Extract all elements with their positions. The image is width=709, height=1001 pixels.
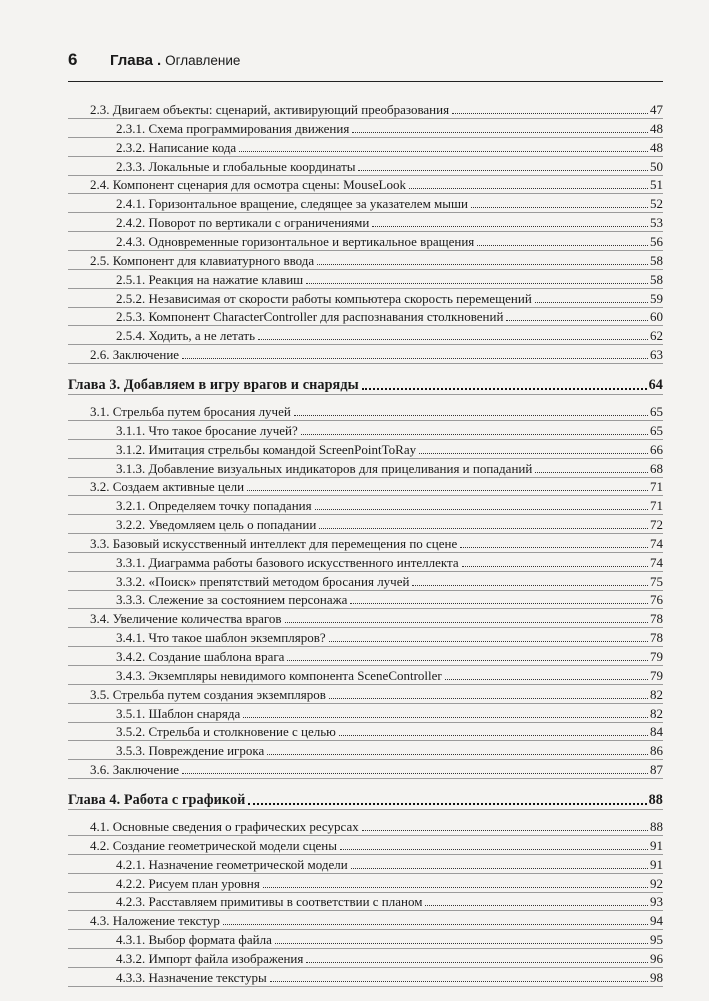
leader-dots: [270, 980, 648, 982]
leader-dots: [412, 584, 648, 586]
toc-entry-title: 3.4. Увеличение количества врагов: [90, 611, 282, 627]
toc-entry-line: [68, 326, 663, 343]
leader-dots: [477, 244, 648, 246]
toc-entry-line: [68, 440, 663, 457]
toc-entry-page: 68: [650, 460, 663, 476]
leader-dots: [362, 829, 648, 831]
toc-entry: [68, 120, 663, 138]
toc-entry-page: 65: [650, 403, 663, 419]
toc-entry-page: 79: [650, 667, 663, 683]
toc-entry-title: 3.2.2. Уведомляем цель о попадании: [116, 517, 317, 532]
toc-entry-title: 4.3.3. Назначение текстуры: [116, 969, 267, 985]
toc-entry-line: [68, 213, 663, 230]
toc-entry: [68, 214, 663, 232]
page-number: 6: [68, 50, 78, 69]
toc-entry: [68, 516, 663, 534]
toc-entry-page: 82: [650, 705, 663, 721]
toc-entry-title: 4.2.1. Назначение геометрической модели: [116, 856, 348, 872]
toc-entry-page: 71: [650, 498, 663, 514]
toc-entry-page: 64: [648, 376, 663, 393]
running-header: [68, 50, 663, 72]
toc-entry-title: 2.5.3. Компонент CharacterController для распознавания столкновений: [116, 309, 504, 325]
toc-entry: [68, 535, 663, 553]
toc-entry: [68, 252, 663, 270]
toc-entry-title: 3.5.1. Шаблон снаряда: [116, 705, 241, 721]
toc-entry-line: [68, 251, 663, 268]
toc-entry: [68, 460, 663, 478]
toc-entry-page: 65: [650, 422, 663, 438]
toc-entry: [68, 176, 663, 194]
toc-entry-page: 63: [650, 347, 663, 362]
toc-entry-page: 96: [650, 950, 663, 966]
toc-entry-page: 48: [650, 139, 663, 155]
toc-entry-title: 4.2. Создание геометрической модели сцены: [90, 837, 337, 853]
leader-dots: [425, 904, 648, 906]
leader-dots: [285, 621, 648, 623]
toc-entry: [68, 705, 663, 723]
toc-entry-title: 4.3.2. Импорт файла изображения: [116, 950, 304, 966]
toc-entry: [68, 403, 663, 421]
toc-entry: [68, 573, 663, 591]
toc-entry-page: 79: [650, 649, 663, 664]
toc-entry-page: 92: [650, 875, 663, 891]
toc-entry-page: 91: [650, 837, 663, 853]
toc-entry-page: 87: [650, 762, 663, 778]
toc-entry-title: 3.4.3. Экземпляры невидимого компонента SceneController: [116, 667, 442, 683]
toc-entry-page: 94: [650, 913, 663, 929]
toc-entry-page: 58: [650, 252, 663, 268]
toc-entry-page: 72: [650, 517, 663, 532]
toc-entry-title: 3.6. Заключение: [90, 762, 180, 778]
leader-dots: [182, 357, 648, 359]
toc-entry-page: 71: [650, 479, 663, 495]
toc-entry-title: 2.3.2. Написание кода: [116, 139, 237, 155]
toc-entry-line: [68, 930, 663, 947]
toc-entry-page: 60: [650, 309, 663, 325]
toc-entry-page: 53: [650, 215, 663, 231]
toc-entry: [68, 271, 663, 289]
toc-entry-line: [68, 402, 663, 419]
toc-entry-line: [68, 874, 663, 891]
leader-dots: [362, 387, 647, 390]
leader-dots: [239, 150, 648, 152]
toc-entry: [68, 686, 663, 704]
leader-dots: [267, 753, 648, 755]
leader-dots: [287, 659, 648, 661]
leader-dots: [506, 319, 648, 321]
leader-dots: [329, 697, 648, 699]
leader-dots: [462, 565, 648, 567]
toc-entry-title: 2.5. Компонент для клавиатурного ввода: [90, 252, 315, 268]
toc-entry: [68, 742, 663, 760]
toc-entry-line: [68, 788, 663, 808]
header-separator: .: [157, 52, 162, 69]
toc-entry: [68, 761, 663, 779]
leader-dots: [294, 414, 648, 416]
leader-dots: [247, 489, 648, 491]
toc-entry-title: 4.2.3. Расставляем примитивы в соответствии с планом: [116, 894, 423, 910]
leader-dots: [263, 886, 648, 888]
toc-entry-page: 58: [650, 271, 663, 287]
toc-entry: [68, 818, 663, 836]
toc-entry-line: [68, 100, 663, 117]
toc-entry-title: 3.3. Базовый искусственный интеллект для перемещения по сцене: [90, 535, 458, 551]
leader-dots: [409, 187, 648, 189]
leader-dots: [275, 942, 648, 944]
toc-entry-page: 62: [650, 328, 663, 344]
leader-dots: [306, 282, 648, 284]
toc-entry: [68, 346, 663, 364]
table-of-contents: [68, 101, 663, 985]
leader-dots: [419, 452, 648, 454]
toc-entry-title: Глава 3. Добавляем в игру врагов и снаряды: [68, 376, 359, 393]
toc-entry-line: [68, 892, 663, 909]
toc-entry-title: 2.4.2. Поворот по вертикали с ограничениями: [116, 215, 370, 231]
toc-entry-title: 2.3.3. Локальные и глобальные координаты: [116, 158, 356, 174]
toc-entry: [68, 591, 663, 609]
toc-entry-page: 76: [650, 592, 663, 608]
toc-entry-line: [68, 553, 663, 570]
leader-dots: [258, 338, 648, 340]
toc-entry-line: [68, 138, 663, 155]
toc-entry-line: [68, 175, 663, 192]
toc-entry-line: [68, 421, 663, 438]
leader-dots: [372, 225, 648, 227]
toc-entry: [68, 875, 663, 893]
toc-chapter-entry: [68, 374, 663, 395]
toc-entry-line: [68, 647, 663, 664]
toc-entry: [68, 308, 663, 326]
header-chapter-title: Оглавление: [165, 53, 241, 68]
toc-entry: [68, 554, 663, 572]
toc-entry-line: [68, 968, 663, 985]
toc-entry-title: 2.5.4. Ходить, а не летать: [116, 328, 256, 344]
header-chapter-word: Глава: [110, 52, 153, 69]
leader-dots: [339, 734, 648, 736]
leader-dots: [350, 602, 648, 604]
toc-entry-title: 3.1.1. Что такое бросание лучей?: [116, 422, 298, 438]
toc-entry-title: 2.5.1. Реакция на нажатие клавиш: [116, 271, 304, 287]
toc-entry-title: Глава 4. Работа с графикой: [68, 791, 246, 808]
toc-entry-line: [68, 666, 663, 683]
toc-entry-line: [68, 590, 663, 607]
toc-entry: [68, 422, 663, 440]
toc-entry-line: [68, 270, 663, 287]
toc-entry: [68, 950, 663, 968]
toc-entry: [68, 912, 663, 930]
toc-entry-line: [68, 836, 663, 853]
toc-entry-line: [68, 572, 663, 589]
toc-entry-title: 4.2.2. Рисуем план уровня: [116, 875, 260, 891]
leader-dots: [243, 716, 648, 718]
leader-dots: [315, 508, 648, 510]
toc-entry-line: [68, 609, 663, 626]
leader-dots: [358, 169, 648, 171]
leader-dots: [445, 678, 648, 680]
leader-dots: [329, 640, 648, 642]
toc-entry-page: 47: [650, 102, 663, 117]
toc-entry-title: 3.5.2. Стрельба и столкновение с целью: [116, 724, 336, 740]
toc-entry: [68, 101, 663, 119]
toc-entry-line: [68, 722, 663, 739]
toc-entry-line: [68, 515, 663, 532]
toc-entry-page: 95: [650, 932, 663, 947]
toc-entry-page: 86: [650, 743, 663, 759]
toc-entry-title: 2.4.1. Горизонтальное вращение, следящее за указателем мыши: [116, 196, 468, 212]
toc-entry-page: 98: [650, 969, 663, 985]
toc-entry: [68, 667, 663, 685]
toc-entry-line: [68, 373, 663, 393]
leader-dots: [301, 433, 648, 435]
header-rule: [68, 81, 663, 82]
leader-dots: [248, 802, 646, 805]
toc-entry-line: [68, 194, 663, 211]
toc-entry-line: [68, 345, 663, 362]
toc-entry: [68, 893, 663, 911]
toc-entry-title: 3.3.1. Диаграмма работы базового искусственного интеллекта: [116, 554, 459, 570]
toc-entry: [68, 629, 663, 647]
leader-dots: [317, 263, 648, 265]
toc-entry-page: 91: [650, 856, 663, 872]
toc-entry-page: 59: [650, 290, 663, 306]
toc-chapter-entry: [68, 789, 663, 810]
toc-entry: [68, 610, 663, 628]
toc-entry-page: 78: [650, 630, 663, 646]
toc-entry-line: [68, 628, 663, 645]
toc-entry-title: 3.5. Стрельба путем создания экземпляров: [90, 686, 326, 702]
toc-entry: [68, 837, 663, 855]
toc-entry-page: 75: [650, 573, 663, 589]
toc-entry: [68, 233, 663, 251]
toc-entry-title: 2.3. Двигаем объекты: сценарий, активирующий преобразования: [90, 102, 450, 117]
toc-entry-title: 3.5.3. Повреждение игрока: [116, 743, 265, 759]
toc-entry-line: [68, 911, 663, 928]
leader-dots: [460, 546, 648, 548]
toc-entry-title: 3.3.2. «Поиск» препятствий методом бросания лучей: [116, 573, 410, 589]
toc-entry-title: 3.4.1. Что такое шаблон экземпляров?: [116, 630, 326, 646]
toc-entry-line: [68, 855, 663, 872]
toc-entry-page: 74: [650, 535, 663, 551]
toc-entry-line: [68, 760, 663, 777]
leader-dots: [535, 471, 648, 473]
toc-entry-title: 3.2.1. Определяем точку попадания: [116, 498, 312, 514]
toc-entry-line: [68, 534, 663, 551]
toc-entry-title: 3.4.2. Создание шаблона врага: [116, 649, 285, 664]
leader-dots: [452, 112, 648, 114]
toc-entry: [68, 290, 663, 308]
toc-entry-page: 51: [650, 177, 663, 193]
toc-entry-title: 4.1. Основные сведения о графических ресурсах: [90, 818, 359, 834]
toc-entry-page: 52: [650, 196, 663, 212]
toc-entry-line: [68, 817, 663, 834]
toc-entry: [68, 139, 663, 157]
toc-entry-title: 4.3. Наложение текстур: [90, 913, 220, 929]
toc-entry-page: 74: [650, 554, 663, 570]
toc-entry-line: [68, 685, 663, 702]
toc-entry-title: 2.6. Заключение: [90, 347, 180, 362]
toc-entry-line: [68, 741, 663, 758]
toc-entry-line: [68, 157, 663, 174]
toc-entry-page: 88: [648, 791, 663, 808]
toc-entry-line: [68, 307, 663, 324]
toc-entry: [68, 478, 663, 496]
toc-entry: [68, 327, 663, 345]
toc-entry-line: [68, 477, 663, 494]
toc-entry-title: 3.1. Стрельба путем бросания лучей: [90, 403, 291, 419]
toc-entry-title: 2.3.1. Схема программирования движения: [116, 120, 350, 136]
leader-dots: [351, 867, 648, 869]
toc-entry: [68, 723, 663, 741]
toc-entry-page: 93: [650, 894, 663, 910]
toc-entry-title: 3.3.3. Слежение за состоянием персонажа: [116, 592, 348, 608]
toc-entry: [68, 158, 663, 176]
toc-entry: [68, 931, 663, 949]
leader-dots: [223, 923, 648, 925]
toc-entry-title: 3.1.2. Имитация стрельбы командой ScreenPointToRay: [116, 441, 417, 457]
leader-dots: [182, 772, 648, 774]
toc-entry-line: [68, 496, 663, 513]
toc-entry-page: 66: [650, 441, 663, 457]
toc-entry-title: 2.4.3. Одновременные горизонтальное и вертикальное вращения: [116, 233, 475, 249]
toc-entry-page: 84: [650, 724, 663, 740]
toc-entry-page: 88: [650, 818, 663, 834]
toc-entry-page: 56: [650, 233, 663, 249]
toc-entry-page: 48: [650, 120, 663, 136]
toc-entry: [68, 856, 663, 874]
toc-entry-line: [68, 949, 663, 966]
leader-dots: [319, 527, 648, 529]
toc-entry-line: [68, 289, 663, 306]
toc-entry-line: [68, 704, 663, 721]
toc-entry-page: 50: [650, 158, 663, 174]
toc-entry-title: 4.3.1. Выбор формата файла: [116, 932, 272, 947]
toc-entry-line: [68, 459, 663, 476]
toc-entry: [68, 969, 663, 987]
toc-entry: [68, 648, 663, 666]
toc-entry-page: 82: [650, 686, 663, 702]
toc-entry: [68, 497, 663, 515]
toc-entry-title: 3.1.3. Добавление визуальных индикаторов для прицеливания и попаданий: [116, 460, 533, 476]
leader-dots: [306, 961, 648, 963]
toc-entry: [68, 441, 663, 459]
leader-dots: [352, 131, 648, 133]
toc-entry-title: 2.4. Компонент сценария для осмотра сцены: MouseLook: [90, 177, 406, 193]
toc-entry-line: [68, 232, 663, 249]
leader-dots: [340, 848, 648, 850]
leader-dots: [471, 206, 648, 208]
toc-entry-title: 3.2. Создаем активные цели: [90, 479, 245, 495]
leader-dots: [535, 301, 648, 303]
toc-entry: [68, 195, 663, 213]
toc-entry-title: 2.5.2. Независимая от скорости работы компьютера скорость перемещений: [116, 290, 532, 306]
toc-entry-line: [68, 119, 663, 136]
toc-entry-page: 78: [650, 611, 663, 627]
